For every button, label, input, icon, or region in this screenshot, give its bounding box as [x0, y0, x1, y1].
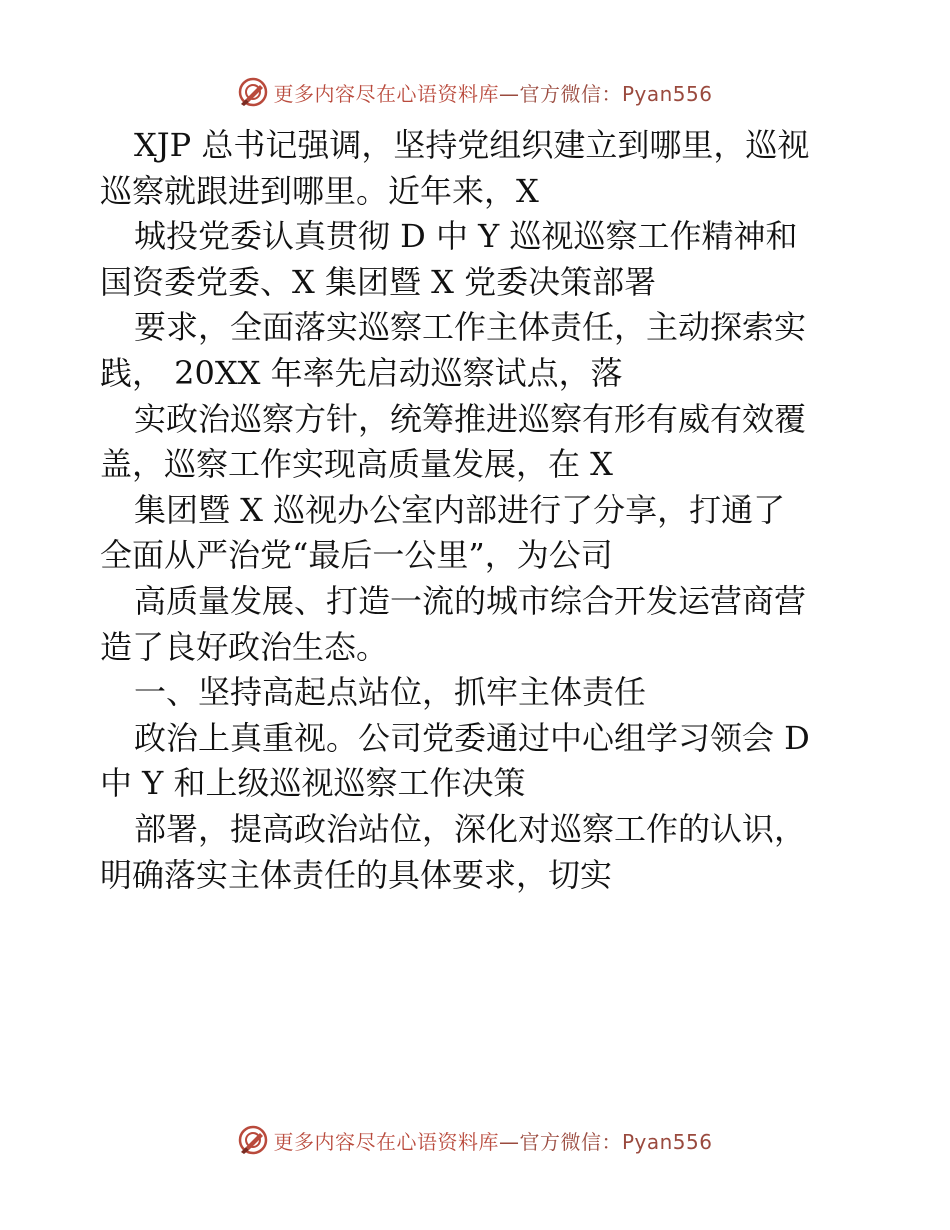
text-line: 全面从严治党“最后一公里”，为公司 [100, 536, 613, 575]
header-site-text: 更多内容尽在心语资料库 [273, 81, 499, 106]
text-line: 明确落实主体责任的具体要求，切实 [100, 855, 613, 894]
text-line: 要求，全面落实巡察工作主体责任，主动探索实 [134, 308, 807, 347]
header-dash: — [498, 81, 520, 106]
text-line: 造了良好政治生态。 [100, 627, 389, 666]
text-line: 中 Y 和上级巡视巡察工作决策 [100, 764, 526, 803]
text-line: 城投党委认真贯彻 D 中 Y 巡视巡察工作精神和 [134, 217, 798, 256]
text-line: 盖，巡察工作实现高质量发展，在 X [100, 445, 613, 484]
text-line: 高质量发展、打造一流的城市综合开发运营商营 [134, 581, 807, 620]
site-logo-icon [237, 76, 269, 108]
text-line: 政治上真重视。公司党委通过中心组学习领会 D [134, 718, 810, 757]
text-line: 国资委党委、X 集团暨 X 党委决策部署 [100, 262, 657, 301]
header-text [273, 78, 712, 107]
site-logo-icon [237, 1124, 269, 1156]
footer-wechat-text: 官方微信：Pyan556 [519, 1129, 713, 1154]
header-banner [0, 72, 950, 112]
text-line: 集团暨 X 巡视办公室内部进行了分享，打通了 [134, 490, 786, 529]
header-wechat-text: 官方微信：Pyan556 [519, 81, 713, 106]
footer-dash: — [498, 1129, 520, 1154]
footer-site-text: 更多内容尽在心语资料库 [273, 1129, 499, 1154]
text-line: XJP 总书记强调，坚持党组织建立到哪里，巡视 [134, 126, 810, 164]
footer-text [273, 1126, 712, 1155]
document-body [100, 123, 860, 898]
text-line: 巡察就跟进到哪里。近年来，X [100, 171, 539, 210]
text-line: 践， 20XX 年率先启动巡察试点，落 [100, 353, 623, 392]
text-line: 部署，提高政治站位，深化对巡察工作的认识， [134, 809, 807, 848]
section-heading: 一、坚持高起点站位，抓牢主体责任 [134, 673, 647, 712]
text-line: 实政治巡察方针，统筹推进巡察有形有威有效覆 [134, 399, 807, 438]
footer-banner [0, 1120, 950, 1160]
